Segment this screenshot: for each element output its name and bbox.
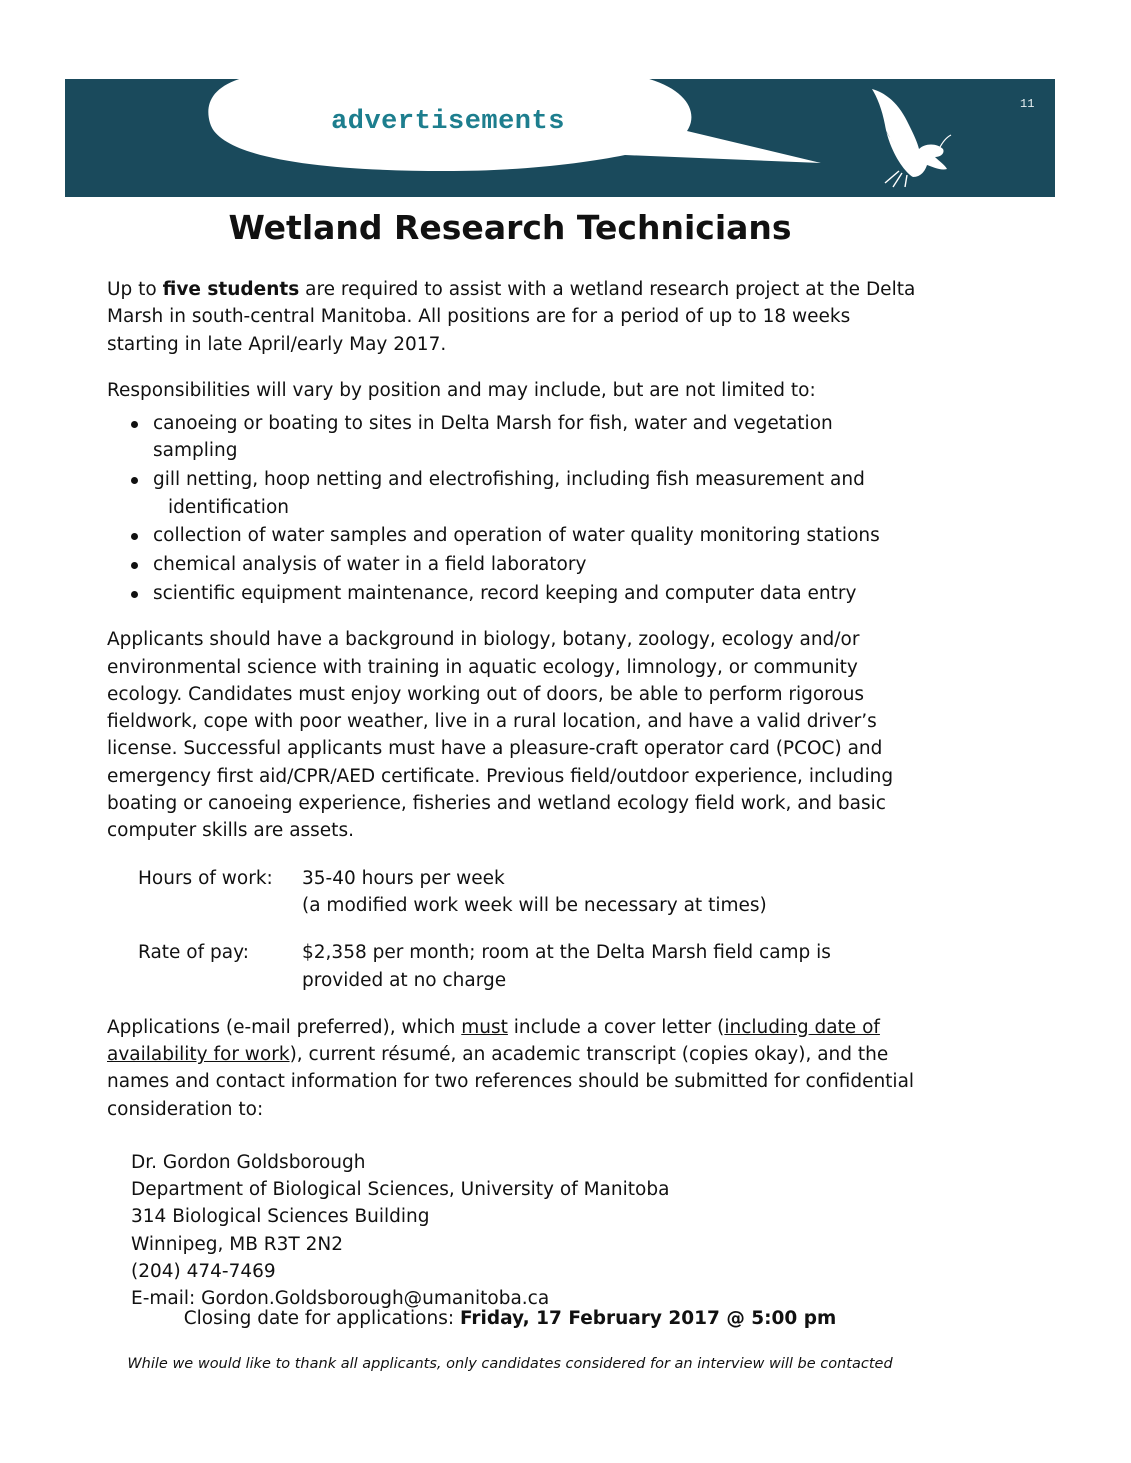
contact-email[interactable]: Gordon.Goldsborough@umanitoba.ca [201,1288,550,1310]
contact-building: 314 Biological Sciences Building [131,1206,430,1228]
hours-value [302,865,917,920]
page-title: Wetland Research Technicians [228,208,792,247]
pay-label: Rate of pay: [138,942,249,964]
header-banner [65,79,1055,197]
applications-paragraph [107,1014,917,1123]
hours-row [138,865,917,920]
responsibilities-lead: Responsibilities will vary by position and may include, but are not limited to: [107,379,816,401]
list-item-text: scientific equipment maintenance, record keeping and computer data entry [153,582,857,604]
pay-row [138,939,917,994]
list-item-text: gill netting, hoop netting and electrofishing, including fish measurement and [153,469,865,491]
hours-value-note: (a modified work week will be necessary at times) [302,894,767,916]
contact-phone: (204) 474-7469 [131,1260,276,1282]
intro-text-end: are required to assist with a wetland research project at the Delta Marsh in south-central Manitoba. All positions are for a period of up to 18 weeks starting in late April/early May 2017. [107,279,916,355]
hours-label: Hours of work: [138,867,273,889]
contact-block [131,1149,917,1312]
intro-paragraph [107,276,917,358]
responsibilities-list [107,410,917,607]
applications-text: include a cover letter ( [507,1016,725,1038]
intro-text-start: Up to [107,279,163,300]
hours-value-line: 35-40 hours per week [302,867,505,889]
pay-value: $2,358 per month; room at the Delta Marsh field camp is provided at no charge [302,942,831,991]
closing-date-value: Friday, 17 February 2017 @ 5:00 pm [459,1308,837,1329]
applicants-paragraph: Applicants should have a background in biology, botany, zoology, ecology and/or environmental science with training in aquatic ecology, limnology, or community ecology. Candidates must enjoy working out of doors, be able to perform rigorous fieldwork, cope with poor weather, live in a rural location, and have a valid driver’s license. Successful applicants must have a pleasure-craft operator card (PCOC) and emergency first aid/CPR/AED certificate. Previous field/outdoor experience, including boating or canoeing experience, fisheries and wetland ecology field work, and basic computer skills are assets. [107,629,894,842]
closing-label: Closing date for applications: [183,1308,460,1329]
advertisement-body [107,276,917,1312]
contact-city: Winnipeg, MB R3T 2N2 [131,1233,343,1255]
butterfly-icon [855,79,955,197]
footnote: While we would like to thank all applicants, only candidates considered for an interview will be contacted [127,1356,893,1372]
section-label: advertisements [331,107,565,137]
page-number: 11 [1020,97,1035,111]
list-item [131,466,917,521]
list-item [131,551,917,578]
intro-emphasis: five students [162,279,300,300]
closing-date [0,1308,1020,1329]
list-item-text: collection of water samples and operation of water quality monitoring stations [153,525,880,547]
applications-availability: including date of availability for work [107,1016,880,1066]
list-item [131,580,917,607]
list-item-text: canoeing or boating to sites in Delta Marsh for fish, water and vegetation sampling [153,413,833,462]
applications-text: Applications (e-mail preferred), which [107,1016,462,1038]
contact-department: Department of Biological Sciences, University of Manitoba [131,1179,670,1201]
applications-must: must [461,1016,508,1038]
contact-email-label: E-mail: [131,1288,202,1310]
applications-text: ), current résumé, an academic transcript (copies okay), and the names and contact information for two references should be submitted for confidential consideration to: [107,1044,915,1120]
list-item [131,410,917,465]
list-item-text: chemical analysis of water in a field laboratory [153,554,587,576]
list-item [131,522,917,549]
contact-name: Dr. Gordon Goldsborough [131,1152,366,1174]
list-item-text-continued: identification [168,496,289,518]
